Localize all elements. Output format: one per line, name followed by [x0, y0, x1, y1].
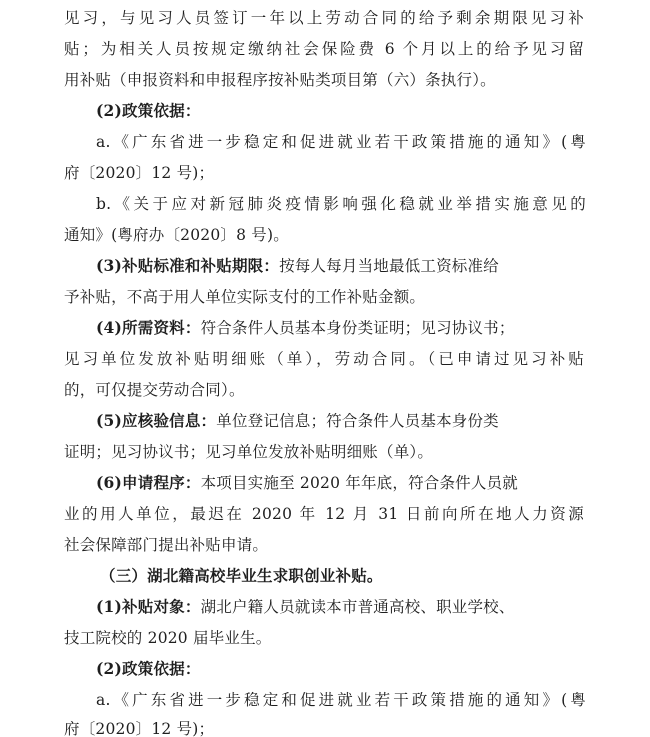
- body-line: 社会保障部门提出补贴申请。: [64, 536, 269, 554]
- body-line: 证明；见习协议书；见习单位发放补贴明细账（单）。: [64, 443, 434, 461]
- subheading-required-materials: (4)所需资料：符合条件人员基本身份类证明；见习协议书；: [96, 318, 515, 337]
- body-line: b.《关于应对新冠肺炎疫情影响强化稳就业举措实施意见的: [96, 195, 586, 213]
- body-line: 贴；为相关人员按规定缴纳社会保险费 6 个月以上的给予见习留: [64, 40, 584, 58]
- subheading-application-procedure: (6)申请程序：本项目实施至 2020 年年底，符合条件人员就: [96, 473, 518, 492]
- body-line: a.《广东省进一步稳定和促进就业若干政策措施的通知》(粤: [96, 691, 586, 709]
- section-heading: （三）湖北籍高校毕业生求职创业补贴。: [100, 566, 383, 585]
- subheading-subsidy-standard: (3)补贴标准和补贴期限：按每人每月当地最低工资标准给: [96, 256, 499, 275]
- body-line: 业的用人单位，最迟在 2020 年 12 月 31 日前向所在地人力资源: [64, 505, 584, 523]
- subheading-policy-basis: (2)政策依据：: [96, 659, 201, 678]
- body-line: 用补贴（申报资料和申报程序按补贴类项目第（六）条执行）。: [64, 71, 496, 89]
- body-line: a.《广东省进一步稳定和促进就业若干政策措施的通知》(粤: [96, 133, 586, 151]
- body-line: 予补贴，不高于用人单位实际支付的工作补贴金额。: [64, 288, 426, 306]
- subheading-policy-basis: (2)政策依据：: [96, 101, 201, 120]
- body-line: 通知》(粤府办〔2020〕8 号)。: [64, 226, 289, 244]
- body-line: 见习单位发放补贴明细账（单），劳动合同。（已申请过见习补贴: [64, 350, 584, 368]
- body-line: 府〔2020〕12 号)；: [64, 720, 215, 737]
- body-line: 的，可仅提交劳动合同）。: [64, 381, 245, 399]
- subheading-verification-info: (5)应核验信息：单位登记信息；符合条件人员基本身份类: [96, 411, 499, 430]
- subheading-subsidy-target: (1)补贴对象：湖北户籍人员就读本市普通高校、职业学校、: [96, 597, 515, 616]
- body-line: 府〔2020〕12 号)；: [64, 164, 215, 182]
- body-line: 见习，与见习人员签订一年以上劳动合同的给予剩余期限见习补: [64, 9, 584, 27]
- body-line: 技工院校的 2020 届毕业生。: [64, 629, 272, 647]
